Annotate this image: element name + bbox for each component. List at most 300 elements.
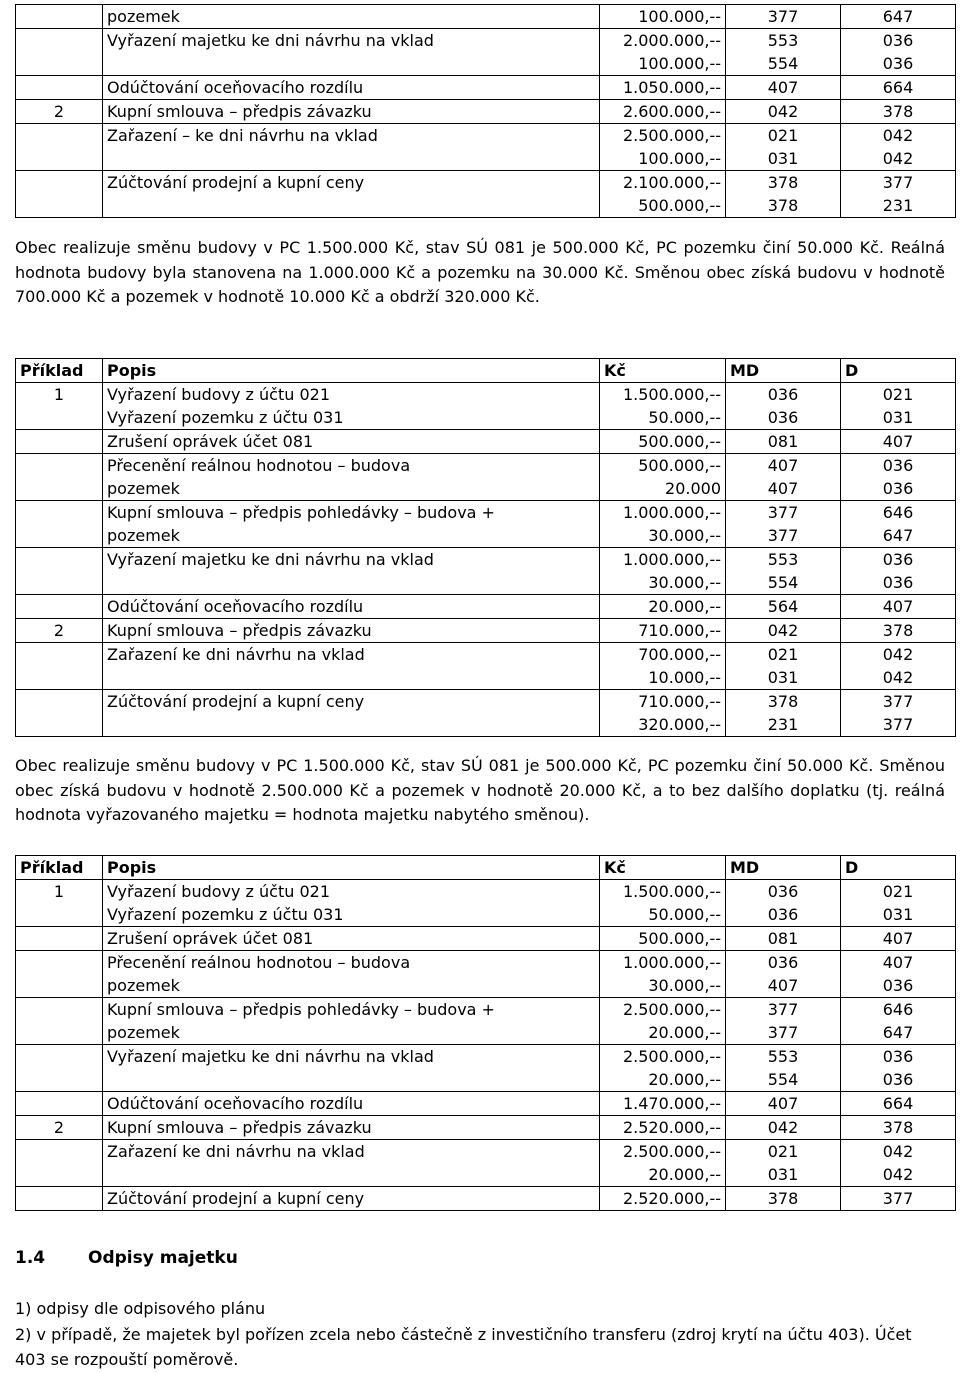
cell-popis <box>103 1092 600 1116</box>
cell-d-line: 042 <box>882 149 914 168</box>
header-d: D <box>841 359 956 383</box>
table-row <box>16 1116 956 1140</box>
cell-priklad <box>16 880 103 927</box>
cell-d-line: 407 <box>882 597 914 616</box>
cell-md-line: 081 <box>767 432 799 451</box>
cell-kc-line: 2.520.000,-- <box>622 1118 721 1137</box>
cell-kc-line: 30.000,-- <box>648 573 721 592</box>
cell-kc <box>600 998 726 1045</box>
cell-md <box>726 430 841 454</box>
cell-popis <box>103 1045 600 1092</box>
cell-kc <box>600 595 726 619</box>
cell-popis <box>103 430 600 454</box>
example-description-2: Obec realizuje směnu budovy v PC 1.500.000 Kč, stav SÚ 081 je 500.000 Kč, PC pozemku činí 50.000 Kč. Směnou obec získá budovu v hodnotě 2.500.000 Kč a pozemek v hodnotě 20.000 Kč, a to bez dalšího doplatku (tj. reálná hodnota vyřazovaného majetku = hodnota majetku nabytého směnou). <box>15 756 945 824</box>
cell-d <box>841 383 956 430</box>
cell-d-line: 036 <box>882 456 914 475</box>
cell-kc-line: 50.000,-- <box>648 408 721 427</box>
example-description-1: Obec realizuje směnu budovy v PC 1.500.000 Kč, stav SÚ 081 je 500.000 Kč, PC pozemku činí 50.000 Kč. Reálná hodnota budovy byla stanovena na 1.000.000 Kč a pozemku na 30.000 Kč. Směnou obec získá budovu v hodnotě 700.000 Kč a pozemek v hodnotě 10.000 Kč a obdrží 320.000 Kč. <box>15 238 945 306</box>
cell-priklad <box>16 927 103 951</box>
cell-kc-line: 1.500.000,-- <box>622 882 721 901</box>
header-kc: Kč <box>600 359 726 383</box>
cell-md-line: 554 <box>767 573 799 592</box>
cell-md <box>726 1140 841 1187</box>
cell-priklad <box>16 595 103 619</box>
table-row <box>16 619 956 643</box>
cell-md-line: 377 <box>767 1023 799 1042</box>
cell-kc-line: 20.000,-- <box>648 1023 721 1042</box>
cell-popis-line: pozemek <box>107 526 180 545</box>
cell-kc-line: 1.050.000,-- <box>622 78 721 97</box>
cell-popis-line: Vyřazení pozemku z účtu 031 <box>107 905 344 924</box>
cell-popis-line: Vyřazení majetku ke dni návrhu na vklad <box>107 550 434 569</box>
cell-priklad <box>16 5 103 29</box>
cell-priklad <box>16 690 103 737</box>
cell-d-line: 664 <box>882 78 914 97</box>
cell-popis <box>103 383 600 430</box>
cell-kc-line: 710.000,-- <box>638 692 721 711</box>
cell-kc-line: 2.100.000,-- <box>622 173 721 192</box>
cell-d-line: 036 <box>882 573 914 592</box>
cell-d-line: 646 <box>882 1000 914 1019</box>
cell-md-line: 031 <box>767 149 799 168</box>
cell-md <box>726 5 841 29</box>
table-row <box>16 383 956 430</box>
cell-d-line: 407 <box>882 432 914 451</box>
cell-md-line: 564 <box>767 597 799 616</box>
cell-kc <box>600 619 726 643</box>
section-heading <box>15 1247 238 1270</box>
table-row <box>16 643 956 690</box>
cell-popis <box>103 1140 600 1187</box>
cell-md-line: 554 <box>767 1070 799 1089</box>
cell-kc <box>600 383 726 430</box>
cell-kc-line: 1.000.000,-- <box>622 953 721 972</box>
cell-md-line: 042 <box>767 1118 799 1137</box>
cell-md <box>726 454 841 501</box>
cell-popis <box>103 29 600 76</box>
cell-priklad <box>16 998 103 1045</box>
cell-md-line: 377 <box>767 503 799 522</box>
cell-kc-line: 2.600.000,-- <box>622 102 721 121</box>
cell-d-line: 042 <box>882 126 914 145</box>
cell-md-line: 378 <box>767 173 799 192</box>
cell-kc-line: 500.000,-- <box>638 432 721 451</box>
cell-md <box>726 927 841 951</box>
cell-md <box>726 100 841 124</box>
cell-md-line: 042 <box>767 621 799 640</box>
cell-md-line: 031 <box>767 1165 799 1184</box>
table-row <box>16 171 956 218</box>
cell-kc-line: 50.000,-- <box>648 905 721 924</box>
cell-d-line: 036 <box>882 550 914 569</box>
cell-d <box>841 643 956 690</box>
table-row <box>16 124 956 171</box>
cell-md-line: 036 <box>767 385 799 404</box>
table-row <box>16 1140 956 1187</box>
cell-md-line: 036 <box>767 408 799 427</box>
cell-priklad <box>16 1140 103 1187</box>
cell-md-line: 042 <box>767 102 799 121</box>
cell-popis <box>103 643 600 690</box>
header-priklad: Příklad <box>16 856 103 880</box>
cell-priklad <box>16 430 103 454</box>
cell-md-line: 554 <box>767 54 799 73</box>
cell-popis-line: pozemek <box>107 1023 180 1042</box>
accounting-table-example-1 <box>15 358 956 737</box>
cell-md-line: 021 <box>767 1142 799 1161</box>
cell-md-line: 407 <box>767 456 799 475</box>
cell-popis-line: Zrušení oprávek účet 081 <box>107 432 314 451</box>
cell-kc <box>600 951 726 998</box>
cell-d <box>841 690 956 737</box>
cell-popis-line: Zúčtování prodejní a kupní ceny <box>107 692 365 711</box>
cell-md-line: 378 <box>767 692 799 711</box>
cell-priklad <box>16 100 103 124</box>
cell-popis <box>103 595 600 619</box>
cell-md <box>726 171 841 218</box>
cell-popis-line: Zrušení oprávek účet 081 <box>107 929 314 948</box>
cell-d <box>841 171 956 218</box>
cell-popis <box>103 5 600 29</box>
cell-md-line: 377 <box>767 1000 799 1019</box>
cell-d <box>841 1187 956 1211</box>
cell-md <box>726 619 841 643</box>
header-kc: Kč <box>600 856 726 880</box>
cell-md <box>726 643 841 690</box>
cell-md-line: 378 <box>767 196 799 215</box>
cell-md <box>726 501 841 548</box>
cell-md <box>726 951 841 998</box>
cell-kc <box>600 927 726 951</box>
cell-kc <box>600 1092 726 1116</box>
cell-md-line: 021 <box>767 645 799 664</box>
cell-d-line: 378 <box>882 1118 914 1137</box>
cell-priklad <box>16 643 103 690</box>
cell-md-line: 553 <box>767 31 799 50</box>
cell-kc <box>600 880 726 927</box>
cell-priklad <box>16 124 103 171</box>
cell-popis-line: Odúčtování oceňovacího rozdílu <box>107 78 364 97</box>
cell-d-line: 646 <box>882 503 914 522</box>
cell-md-line: 036 <box>767 882 799 901</box>
cell-md <box>726 76 841 100</box>
cell-kc-line: 500.000,-- <box>638 196 721 215</box>
cell-md-line: 407 <box>767 1094 799 1113</box>
table-row <box>16 548 956 595</box>
cell-kc-line: 30.000,-- <box>648 976 721 995</box>
cell-d-line: 231 <box>882 196 914 215</box>
cell-md <box>726 29 841 76</box>
cell-popis <box>103 619 600 643</box>
cell-popis-line: pozemek <box>107 479 180 498</box>
cell-d <box>841 1045 956 1092</box>
cell-d <box>841 880 956 927</box>
cell-d <box>841 124 956 171</box>
cell-md <box>726 124 841 171</box>
cell-md-line: 407 <box>767 479 799 498</box>
cell-kc-line: 1.000.000,-- <box>622 550 721 569</box>
cell-kc <box>600 548 726 595</box>
cell-kc-line: 2.500.000,-- <box>622 1142 721 1161</box>
table-row <box>16 1092 956 1116</box>
cell-kc <box>600 1116 726 1140</box>
cell-priklad <box>16 383 103 430</box>
cell-md <box>726 548 841 595</box>
cell-md-line: 553 <box>767 550 799 569</box>
cell-md <box>726 1187 841 1211</box>
cell-kc <box>600 1140 726 1187</box>
cell-d-line: 036 <box>882 1070 914 1089</box>
cell-kc <box>600 76 726 100</box>
cell-d-line: 021 <box>882 385 914 404</box>
table-row <box>16 1045 956 1092</box>
cell-priklad <box>16 171 103 218</box>
cell-md-line: 553 <box>767 1047 799 1066</box>
accounting-table-example-2 <box>15 855 956 1211</box>
table-row <box>16 454 956 501</box>
table-row <box>16 100 956 124</box>
cell-kc-line: 100.000,-- <box>638 7 721 26</box>
cell-popis <box>103 171 600 218</box>
cell-kc-line: 1.500.000,-- <box>622 385 721 404</box>
cell-md-line: 021 <box>767 126 799 145</box>
cell-kc-line: 2.500.000,-- <box>622 1047 721 1066</box>
table-row <box>16 29 956 76</box>
cell-d-line: 036 <box>882 1047 914 1066</box>
cell-priklad-value: 1 <box>53 882 65 901</box>
cell-d <box>841 998 956 1045</box>
cell-priklad <box>16 1092 103 1116</box>
cell-md-line: 231 <box>767 715 799 734</box>
cell-d-line: 036 <box>882 54 914 73</box>
cell-d-line: 036 <box>882 31 914 50</box>
cell-popis <box>103 951 600 998</box>
cell-kc-line: 30.000,-- <box>648 526 721 545</box>
cell-kc <box>600 124 726 171</box>
table-row <box>16 501 956 548</box>
cell-priklad <box>16 501 103 548</box>
section-number: 1.4 <box>15 1248 46 1268</box>
cell-d-line: 036 <box>882 976 914 995</box>
cell-kc-line: 20.000 <box>665 479 721 498</box>
cell-d-line: 377 <box>882 173 914 192</box>
list-item: 1) odpisy dle odpisového plánu <box>15 1299 266 1318</box>
cell-priklad <box>16 951 103 998</box>
cell-priklad <box>16 548 103 595</box>
cell-d-line: 647 <box>882 1023 914 1042</box>
cell-md-line: 377 <box>767 526 799 545</box>
cell-kc-line: 2.520.000,-- <box>622 1189 721 1208</box>
cell-md-line: 081 <box>767 929 799 948</box>
cell-popis-line: Odúčtování oceňovacího rozdílu <box>107 597 364 616</box>
cell-priklad <box>16 29 103 76</box>
cell-priklad <box>16 1116 103 1140</box>
cell-kc <box>600 100 726 124</box>
cell-popis <box>103 454 600 501</box>
list-item: 2) v případě, že majetek byl pořízen zcela nebo částečně z investičního transferu (zdroj krytí na účtu 403). Účet 403 se rozpouští poměrově. <box>15 1325 912 1369</box>
cell-popis <box>103 690 600 737</box>
header-popis: Popis <box>103 359 600 383</box>
cell-d-line: 031 <box>882 408 914 427</box>
cell-d <box>841 501 956 548</box>
cell-priklad-value: 1 <box>53 385 65 404</box>
cell-d-line: 042 <box>882 1142 914 1161</box>
cell-kc-line: 1.000.000,-- <box>622 503 721 522</box>
cell-popis-line: Kupní smlouva – předpis pohledávky – budova + <box>107 1000 495 1019</box>
cell-kc <box>600 643 726 690</box>
cell-md-line: 407 <box>767 976 799 995</box>
cell-popis-line: Kupní smlouva – předpis závazku <box>107 1118 372 1137</box>
cell-popis <box>103 548 600 595</box>
header-md: MD <box>726 856 841 880</box>
cell-popis-line: Vyřazení majetku ke dni návrhu na vklad <box>107 31 434 50</box>
cell-kc-line: 1.470.000,-- <box>622 1094 721 1113</box>
header-md: MD <box>726 359 841 383</box>
cell-d <box>841 1116 956 1140</box>
header-popis: Popis <box>103 856 600 880</box>
cell-md <box>726 1092 841 1116</box>
cell-kc-line: 20.000,-- <box>648 1070 721 1089</box>
cell-d-line: 647 <box>882 7 914 26</box>
cell-priklad-value: 2 <box>53 621 65 640</box>
cell-popis-line: Zúčtování prodejní a kupní ceny <box>107 1189 365 1208</box>
cell-priklad <box>16 1045 103 1092</box>
cell-popis-line: Vyřazení majetku ke dni návrhu na vklad <box>107 1047 434 1066</box>
cell-popis-line: Odúčtování oceňovacího rozdílu <box>107 1094 364 1113</box>
table-row <box>16 927 956 951</box>
cell-d <box>841 1140 956 1187</box>
cell-popis-line: Vyřazení budovy z účtu 021 <box>107 385 331 404</box>
cell-md-line: 031 <box>767 668 799 687</box>
header-d: D <box>841 856 956 880</box>
cell-d-line: 378 <box>882 102 914 121</box>
cell-kc-line: 100.000,-- <box>638 149 721 168</box>
cell-popis-line: Kupní smlouva – předpis pohledávky – budova + <box>107 503 495 522</box>
cell-kc <box>600 454 726 501</box>
cell-d-line: 042 <box>882 1165 914 1184</box>
cell-kc-line: 2.500.000,-- <box>622 1000 721 1019</box>
cell-md <box>726 383 841 430</box>
cell-kc-line: 500.000,-- <box>638 456 721 475</box>
cell-popis-line: Zúčtování prodejní a kupní ceny <box>107 173 365 192</box>
cell-md-line: 036 <box>767 905 799 924</box>
cell-priklad <box>16 1187 103 1211</box>
cell-d-line: 021 <box>882 882 914 901</box>
cell-priklad <box>16 619 103 643</box>
cell-popis-line: pozemek <box>107 7 180 26</box>
cell-priklad-value: 2 <box>53 1118 65 1137</box>
cell-md <box>726 1116 841 1140</box>
cell-md <box>726 880 841 927</box>
cell-kc <box>600 1045 726 1092</box>
table-row <box>16 430 956 454</box>
accounting-table-continued <box>15 4 956 218</box>
cell-kc-line: 20.000,-- <box>648 597 721 616</box>
cell-d <box>841 1092 956 1116</box>
cell-d-line: 407 <box>882 953 914 972</box>
cell-md-line: 036 <box>767 953 799 972</box>
cell-d-line: 031 <box>882 905 914 924</box>
cell-md <box>726 690 841 737</box>
cell-popis <box>103 927 600 951</box>
cell-popis <box>103 1187 600 1211</box>
cell-d-line: 377 <box>882 1189 914 1208</box>
cell-popis-line: Kupní smlouva – předpis závazku <box>107 621 372 640</box>
cell-kc-line: 710.000,-- <box>638 621 721 640</box>
cell-kc-line: 2.500.000,-- <box>622 126 721 145</box>
cell-d <box>841 100 956 124</box>
cell-d-line: 664 <box>882 1094 914 1113</box>
cell-popis <box>103 124 600 171</box>
cell-priklad <box>16 76 103 100</box>
cell-kc-line: 320.000,-- <box>638 715 721 734</box>
cell-d-line: 042 <box>882 668 914 687</box>
cell-popis <box>103 998 600 1045</box>
cell-kc <box>600 430 726 454</box>
cell-popis-line: Kupní smlouva – předpis závazku <box>107 102 372 121</box>
cell-kc <box>600 690 726 737</box>
table-row <box>16 690 956 737</box>
cell-d <box>841 595 956 619</box>
cell-priklad-value: 2 <box>53 102 65 121</box>
cell-kc <box>600 171 726 218</box>
cell-d <box>841 29 956 76</box>
cell-kc-line: 2.000.000,-- <box>622 31 721 50</box>
cell-d-line: 377 <box>882 715 914 734</box>
table-row <box>16 76 956 100</box>
cell-popis-line: Přecenění reálnou hodnotou – budova <box>107 953 411 972</box>
cell-kc-line: 700.000,-- <box>638 645 721 664</box>
cell-md-line: 407 <box>767 78 799 97</box>
table-row <box>16 998 956 1045</box>
cell-md-line: 378 <box>767 1189 799 1208</box>
cell-kc-line: 10.000,-- <box>648 668 721 687</box>
cell-d <box>841 454 956 501</box>
table-header-row <box>16 359 956 383</box>
cell-d <box>841 5 956 29</box>
cell-popis-line: Zařazení ke dni návrhu na vklad <box>107 645 365 664</box>
cell-priklad <box>16 454 103 501</box>
cell-popis <box>103 76 600 100</box>
cell-popis-line: Zařazení – ke dni návrhu na vklad <box>107 126 378 145</box>
cell-d-line: 377 <box>882 692 914 711</box>
table-header-row <box>16 856 956 880</box>
cell-d-line: 647 <box>882 526 914 545</box>
cell-d <box>841 430 956 454</box>
cell-popis-line: Vyřazení budovy z účtu 021 <box>107 882 331 901</box>
cell-d <box>841 548 956 595</box>
cell-popis-line: Zařazení ke dni návrhu na vklad <box>107 1142 365 1161</box>
cell-popis <box>103 1116 600 1140</box>
cell-popis-line: pozemek <box>107 976 180 995</box>
cell-d-line: 407 <box>882 929 914 948</box>
section-title: Odpisy majetku <box>88 1248 238 1268</box>
cell-d <box>841 76 956 100</box>
table-row <box>16 880 956 927</box>
cell-kc <box>600 29 726 76</box>
cell-d-line: 378 <box>882 621 914 640</box>
cell-kc <box>600 5 726 29</box>
cell-kc <box>600 501 726 548</box>
header-priklad: Příklad <box>16 359 103 383</box>
cell-popis-line: Přecenění reálnou hodnotou – budova <box>107 456 411 475</box>
cell-d-line: 042 <box>882 645 914 664</box>
cell-md <box>726 1045 841 1092</box>
cell-popis <box>103 100 600 124</box>
cell-popis-line: Vyřazení pozemku z účtu 031 <box>107 408 344 427</box>
cell-md-line: 377 <box>767 7 799 26</box>
table-row <box>16 951 956 998</box>
